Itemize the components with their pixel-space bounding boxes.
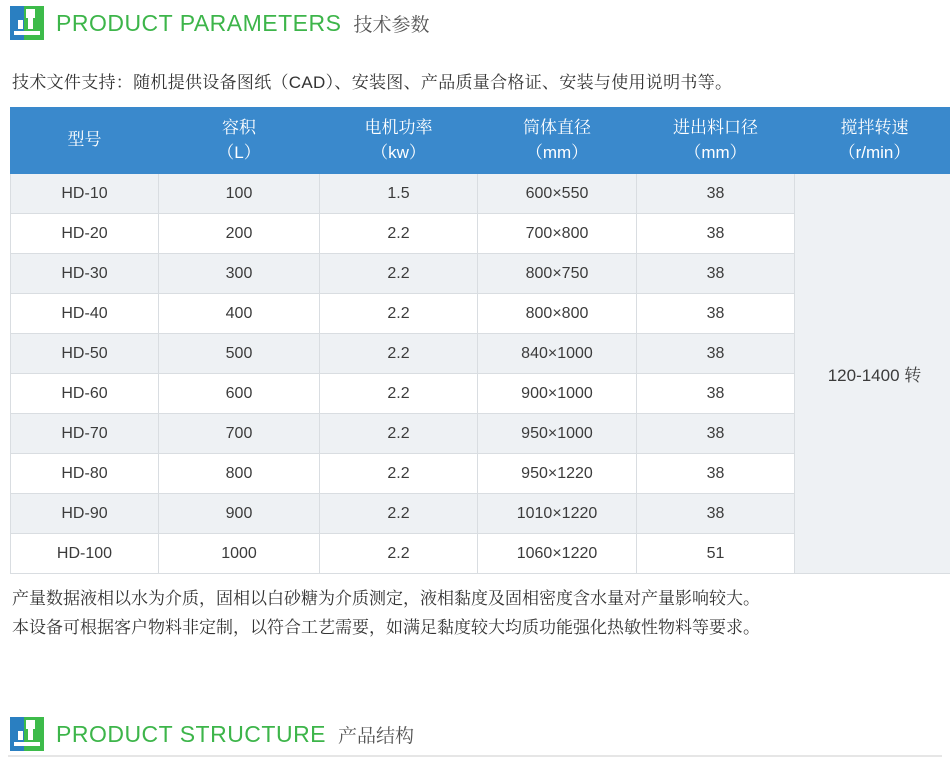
cell-port: 51 [637, 534, 795, 574]
cell-volume: 100 [159, 174, 320, 214]
cell-model: HD-90 [11, 494, 159, 534]
column-header-power: 电机功率 （kw） [320, 108, 478, 174]
cell-diameter: 700×800 [478, 214, 637, 254]
cell-port: 38 [637, 414, 795, 454]
cell-power: 1.5 [320, 174, 478, 214]
logo-mark-icon [10, 717, 44, 751]
cell-port: 38 [637, 494, 795, 534]
cell-port: 38 [637, 214, 795, 254]
cell-power: 2.2 [320, 294, 478, 334]
cell-diameter: 800×800 [478, 294, 637, 334]
cell-model: HD-50 [11, 334, 159, 374]
column-header-model: 型号 [11, 108, 159, 174]
cell-power: 2.2 [320, 254, 478, 294]
cell-port: 38 [637, 374, 795, 414]
cell-volume: 800 [159, 454, 320, 494]
cell-power: 2.2 [320, 214, 478, 254]
cell-port: 38 [637, 294, 795, 334]
section-title-en: PRODUCT STRUCTURE [56, 720, 327, 747]
cell-volume: 500 [159, 334, 320, 374]
cell-model: HD-60 [11, 374, 159, 414]
cell-model: HD-100 [11, 534, 159, 574]
cell-power: 2.2 [320, 374, 478, 414]
section-header-parameters [0, 0, 950, 46]
cell-diameter: 950×1000 [478, 414, 637, 454]
notes-block [0, 574, 950, 641]
cell-model: HD-70 [11, 414, 159, 454]
cell-volume: 600 [159, 374, 320, 414]
section-title-cn: 产品结构 [338, 725, 415, 747]
cell-power: 2.2 [320, 414, 478, 454]
cell-port: 38 [637, 174, 795, 214]
section-header-structure [0, 711, 950, 757]
cell-power: 2.2 [320, 494, 478, 534]
cell-volume: 300 [159, 254, 320, 294]
cell-volume: 700 [159, 414, 320, 454]
cell-volume: 200 [159, 214, 320, 254]
cell-volume: 1000 [159, 534, 320, 574]
cell-port: 38 [637, 334, 795, 374]
column-header-volume: 容积 （L） [159, 108, 320, 174]
cell-speed: 120-1400 转 [795, 174, 950, 574]
cell-power: 2.2 [320, 454, 478, 494]
section-title-cn: 技术参数 [353, 14, 430, 36]
cell-volume: 900 [159, 494, 320, 534]
cell-diameter: 1060×1220 [478, 534, 637, 574]
cell-diameter: 800×750 [478, 254, 637, 294]
divider [8, 755, 942, 757]
note-line-2: 本设备可根据客户物料非定制，以符合工艺需要，如满足黏度较大均质功能强化热敏性物料等要求。 [12, 617, 760, 637]
column-header-speed: 搅拌转速 （r/min） [795, 108, 950, 174]
cell-diameter: 950×1220 [478, 454, 637, 494]
cell-diameter: 1010×1220 [478, 494, 637, 534]
cell-diameter: 600×550 [478, 174, 637, 214]
cell-diameter: 900×1000 [478, 374, 637, 414]
cell-model: HD-10 [11, 174, 159, 214]
logo-mark-icon [10, 6, 44, 40]
cell-model: HD-80 [11, 454, 159, 494]
note-line-1: 产量数据液相以水为介质，固相以白砂糖为介质测定，液相黏度及固相密度含水量对产量影响较大。 [12, 589, 760, 609]
spec-table-wrapper [0, 107, 950, 574]
spec-table [10, 107, 950, 574]
section-header-structure-wrap [0, 711, 950, 757]
table-row [11, 174, 950, 214]
section-title-en: PRODUCT PARAMETERS [56, 9, 342, 36]
cell-port: 38 [637, 254, 795, 294]
cell-diameter: 840×1000 [478, 334, 637, 374]
table-header-row [11, 108, 950, 174]
cell-power: 2.2 [320, 534, 478, 574]
cell-model: HD-20 [11, 214, 159, 254]
column-header-diameter: 筒体直径 （mm） [478, 108, 637, 174]
cell-volume: 400 [159, 294, 320, 334]
cell-model: HD-30 [11, 254, 159, 294]
intro-text: 技术文件支持：随机提供设备图纸（CAD）、安装图、产品质量合格证、安装与使用说明书等。 [12, 73, 733, 92]
cell-power: 2.2 [320, 334, 478, 374]
cell-model: HD-40 [11, 294, 159, 334]
column-header-port: 进出料口径 （mm） [637, 108, 795, 174]
cell-port: 38 [637, 454, 795, 494]
